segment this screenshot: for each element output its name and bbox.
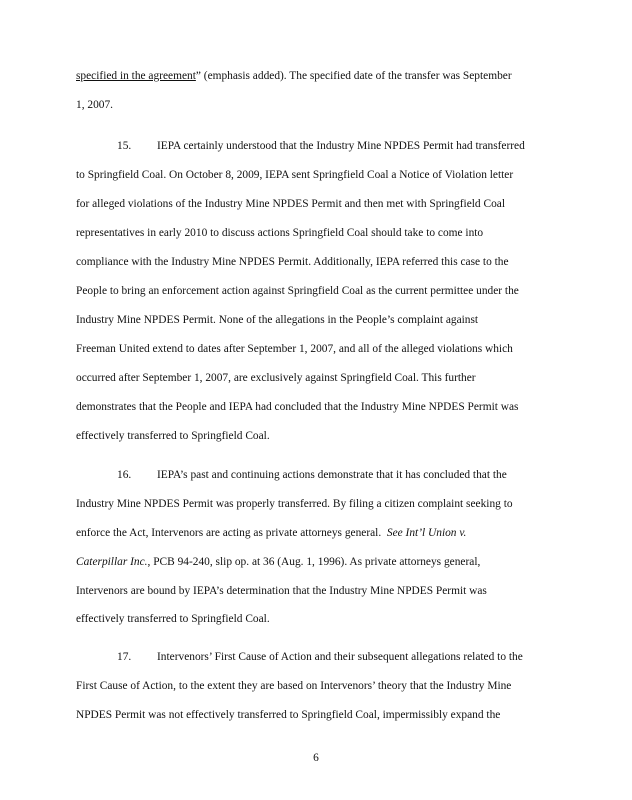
paragraph-text: IEPA’s past and continuing actions demonstrate that it has concluded that the [157, 469, 507, 481]
paragraph-16-line: Intervenors are bound by IEPA’s determination that the Industry Mine NPDES Permit was [76, 585, 487, 597]
paragraph-number: 15. [117, 140, 132, 152]
paragraph-15-first-line [117, 139, 525, 153]
paragraph-16-line: effectively transferred to Springfield Coal. [76, 613, 270, 625]
paragraph-17-first-line [117, 650, 523, 664]
citation-case: Caterpillar Inc. [76, 556, 148, 568]
page-number: 6 [313, 752, 319, 764]
paragraph-text: Intervenors’ First Cause of Action and their subsequent allegations related to the [157, 651, 523, 663]
paragraph-15-line: occurred after September 1, 2007, are exclusively against Springfield Coal. This further [76, 372, 476, 384]
paragraph-15-line: demonstrates that the People and IEPA had concluded that the Industry Mine NPDES Permit was [76, 401, 519, 413]
paragraph-16-first-line [117, 468, 507, 482]
intro-line-2: 1, 2007. [76, 99, 114, 111]
paragraph-15-line: Industry Mine NPDES Permit. None of the allegations in the People’s complaint against [76, 314, 479, 326]
citation-rest: , PCB 94-240, slip op. at 36 (Aug. 1, 1996). As private attorneys general, [147, 556, 481, 568]
paragraph-text: IEPA certainly understood that the Industry Mine NPDES Permit had transferred [157, 140, 525, 152]
paragraph-17-line: NPDES Permit was not effectively transferred to Springfield Coal, impermissibly expand the [76, 709, 501, 721]
paragraph-15-line: to Springfield Coal. On October 8, 2009, IEPA sent Springfield Coal a Notice of Violation letter [76, 169, 514, 181]
paragraph-16-line [76, 555, 480, 569]
intro-line-1 [76, 69, 512, 83]
paragraph-text: enforce the Act, Intervenors are acting as private attorneys general. [76, 527, 382, 539]
paragraph-16-line [76, 526, 466, 540]
paragraph-15-line: for alleged violations of the Industry Mine NPDES Permit and then met with Springfield Coal [76, 198, 505, 210]
paragraph-15-line: representatives in early 2010 to discuss actions Springfield Coal should take to come into [76, 227, 484, 239]
paragraph-number: 16. [117, 469, 132, 481]
citation-signal: See Int’l Union v. [386, 527, 467, 539]
paragraph-15-line: Freeman United extend to dates after September 1, 2007, and all of the alleged violations which [76, 343, 513, 355]
paragraph-number: 17. [117, 651, 132, 663]
intro-underlined-text: specified in the agreement [76, 70, 196, 82]
paragraph-15-line: compliance with the Industry Mine NPDES Permit. Additionally, IEPA referred this case to the [76, 256, 509, 268]
paragraph-15-line: People to bring an enforcement action against Springfield Coal as the current permittee under the [76, 285, 519, 297]
intro-text: ” (emphasis added). The specified date of the transfer was September [195, 70, 512, 82]
paragraph-16-line: Industry Mine NPDES Permit was properly transferred. By filing a citizen complaint seeking to [76, 498, 513, 510]
paragraph-15-line: effectively transferred to Springfield Coal. [76, 430, 270, 442]
paragraph-17-line: First Cause of Action, to the extent they are based on Intervenors’ theory that the Industry Mine [76, 680, 512, 692]
